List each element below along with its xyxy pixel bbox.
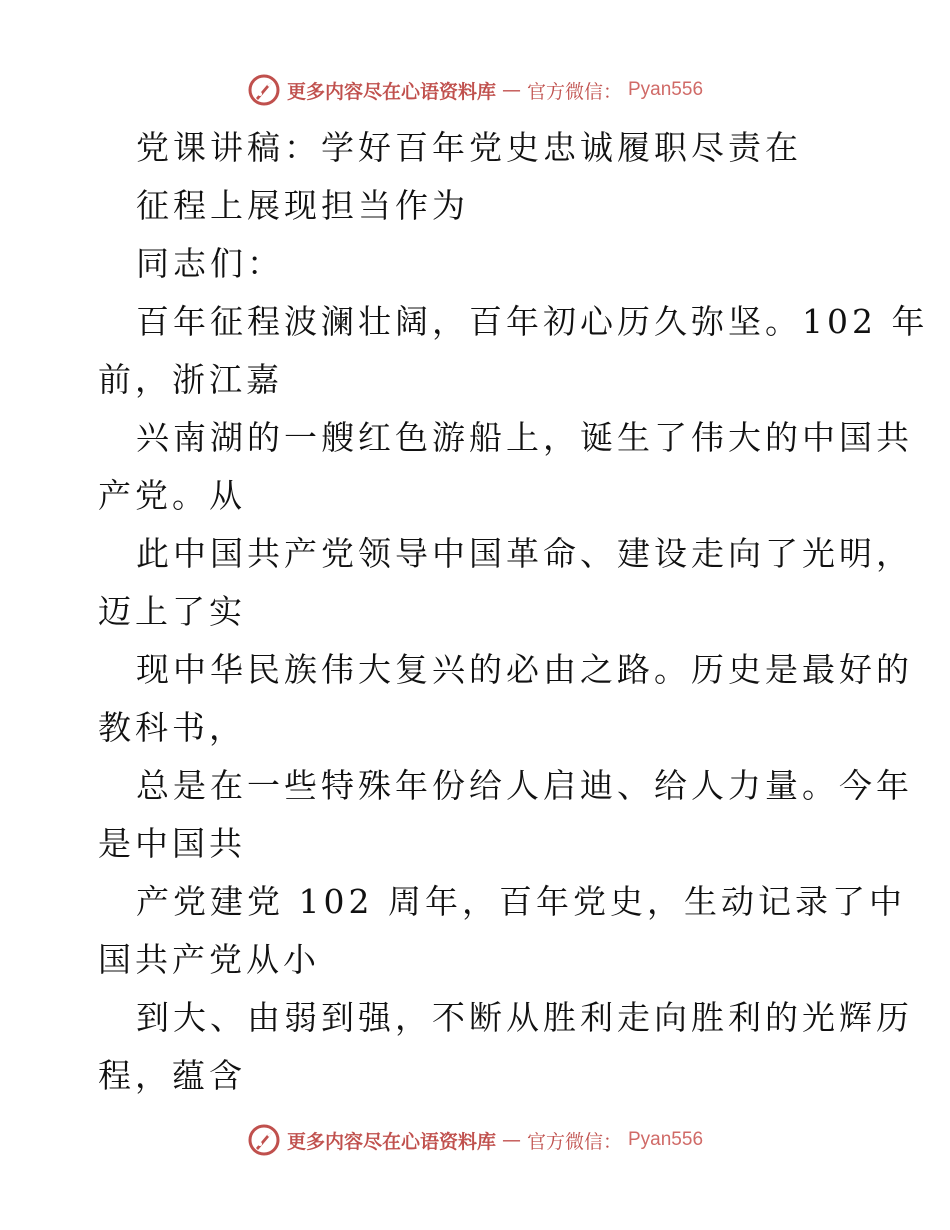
paragraph-line: 前，浙江嘉 [98,360,283,399]
paragraph-line: 迈上了实 [98,592,246,631]
wechat-id: Pyan556 [628,79,704,100]
pen-nib-circle-icon [247,1123,281,1157]
separator: — [501,1129,521,1151]
wechat-label: 官方微信： [526,1130,622,1153]
brand-text: 更多内容尽在心语资料库 [286,1130,496,1153]
document-title-line-2: 征程上展现担当作为 [136,186,469,225]
paragraph-line: 总是在一些特殊年份给人启迪、给人力量。今年 [136,766,913,805]
wechat-label: 官方微信： [526,80,622,103]
paragraph-line: 此中国共产党领导中国革命、建设走向了光明， [136,534,913,573]
paragraph-line: 是中国共 [98,824,246,863]
paragraph-line: 到大、由弱到强，不断从胜利走向胜利的光辉历 [136,998,913,1037]
paragraph-line: 兴南湖的一艘红色游船上，诞生了伟大的中国共 [136,418,913,457]
document-title-line-1: 党课讲稿：学好百年党史忠诚履职尽责在 [136,128,802,167]
paragraph-line: 现中华民族伟大复兴的必由之路。历史是最好的 [136,650,913,689]
header-banner [0,70,950,110]
wechat-id: Pyan556 [628,1129,704,1150]
paragraph-line: 程，蕴含 [98,1056,246,1095]
brand-text: 更多内容尽在心语资料库 [286,80,496,103]
salutation: 同志们： [136,244,284,283]
paragraph-line: 国共产党从小 [98,940,320,979]
paragraph-line: 产党建党 102 周年，百年党史，生动记录了中 [136,882,906,921]
separator: — [501,79,521,101]
paragraph-line: 百年征程波澜壮阔，百年初心历久弥坚。102 年 [136,302,929,341]
paragraph-line: 产党。从 [98,476,246,515]
paragraph-line: 教科书， [98,708,246,747]
pen-nib-circle-icon [247,73,281,107]
footer-banner [0,1120,950,1160]
